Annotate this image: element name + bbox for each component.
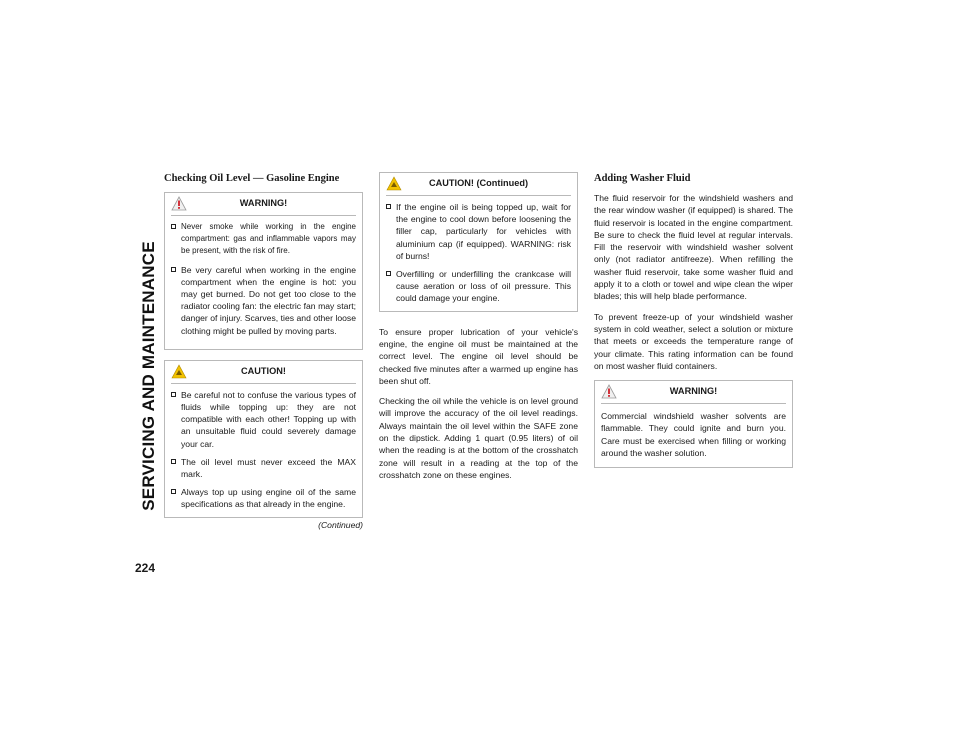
left-column xyxy=(164,172,363,530)
caution-continued-header xyxy=(386,173,571,196)
list-item: Always top up using engine oil of the same specifications as that already in the engine. xyxy=(171,486,356,510)
caution-continued-list xyxy=(386,201,571,305)
paragraph: The fluid reservoir for the windshield washers and the rear window washer (if equipped) is shared. The fluid reservoir is located in the engine compartment. Be sure to check the fluid level at regular intervals. Fill the reservoir with windshield washer solvent only (not radiator antifreeze). When refilling the washer fluid reservoir, take some washer fluid and apply it to a cloth or towel and wipe clean the wiper blades; this will help blade performance. xyxy=(594,193,793,302)
warning-box-title: WARNING! xyxy=(239,198,288,208)
list-item: Overfilling or underfilling the crankcase will cause aeration or loss of oil pressure. This could damage your engine. xyxy=(386,268,571,305)
section-tab-label: SERVICING AND MAINTENANCE xyxy=(139,241,158,511)
paragraph: Checking the oil while the vehicle is on level ground will improve the accuracy of the oil level readings. Always maintain the oil level within the SAFE zone on the dipstick. Adding 1 quart (0.95 liters) of oil when the reading is at the bottom of the crosshatch zone will result in a reading at the top of the crosshatch zone on these engines. xyxy=(379,396,578,480)
caution-box xyxy=(164,360,363,518)
list-item: Never smoke while working in the engine compartment: gas and inflammable vapors may be present, with the risk of fire. xyxy=(171,221,356,258)
list-item: Be very careful when working in the engine compartment when the engine is hot: you may get burned. Do not get too close to the radiator cooling fan: the electric fan may start; danger of injury. Scarves, ties and other loose clothing might be pulled by moving parts. xyxy=(171,264,356,337)
caution-continued-box xyxy=(379,172,578,312)
square-bullet-icon xyxy=(171,489,176,494)
page-number: 224 xyxy=(135,561,156,575)
right-column xyxy=(594,172,793,468)
section-heading-oil-level: Checking Oil Level — Gasoline Engine xyxy=(164,173,340,184)
section-heading-washer-fluid: Adding Washer Fluid xyxy=(594,173,691,184)
warning-box xyxy=(164,192,363,350)
continued-label: (Continued) xyxy=(318,519,363,530)
list-item: If the engine oil is being topped up, wait for the engine to cool down before loosening the filler cap, particularly for vehicles with aluminium cap (if equipped). WARNING: risk of burns! xyxy=(386,201,571,262)
square-bullet-icon xyxy=(171,392,176,397)
list-item: The oil level must never exceed the MAX mark. xyxy=(171,456,356,480)
section-tab xyxy=(137,172,161,580)
square-bullet-icon xyxy=(171,459,176,464)
middle-column xyxy=(379,172,578,489)
washer-warning-text: Commercial windshield washer solvents are flammable. They could ignite and burn you. Care must be exercised when filling or working around the washer solution. xyxy=(601,411,786,458)
warning-box-header xyxy=(171,193,356,216)
caution-continued-title: CAUTION! (Continued) xyxy=(429,178,528,188)
square-bullet-icon xyxy=(386,271,391,276)
square-bullet-icon xyxy=(386,204,391,209)
square-bullet-icon xyxy=(171,267,176,272)
washer-warning-box xyxy=(594,380,793,468)
paragraph: To prevent freeze-up of your windshield washer system in cold weather, select a solution or mixture that meets or exceeds the temperature range of your climate. This rating information can be found on most washer fluid containers. xyxy=(594,311,793,371)
caution-box-title: CAUTION! xyxy=(241,365,286,376)
caution-list xyxy=(171,389,356,511)
washer-warning-header xyxy=(601,381,786,404)
warning-list xyxy=(171,221,356,337)
paragraph: To ensure proper lubrication of your vehicle's engine, the engine oil must be maintained at the correct level. The engine oil level should be checked five minutes after a warmed up engine has been shut off. xyxy=(379,326,578,386)
square-bullet-icon xyxy=(171,224,176,229)
list-item: Be careful not to confuse the various types of fluids while topping up: they are not compatible with each other! Topping up with an unsuitable fluid could severely damage your car. xyxy=(171,389,356,450)
washer-warning-title: WARNING! xyxy=(669,386,718,397)
caution-box-header xyxy=(171,361,356,384)
